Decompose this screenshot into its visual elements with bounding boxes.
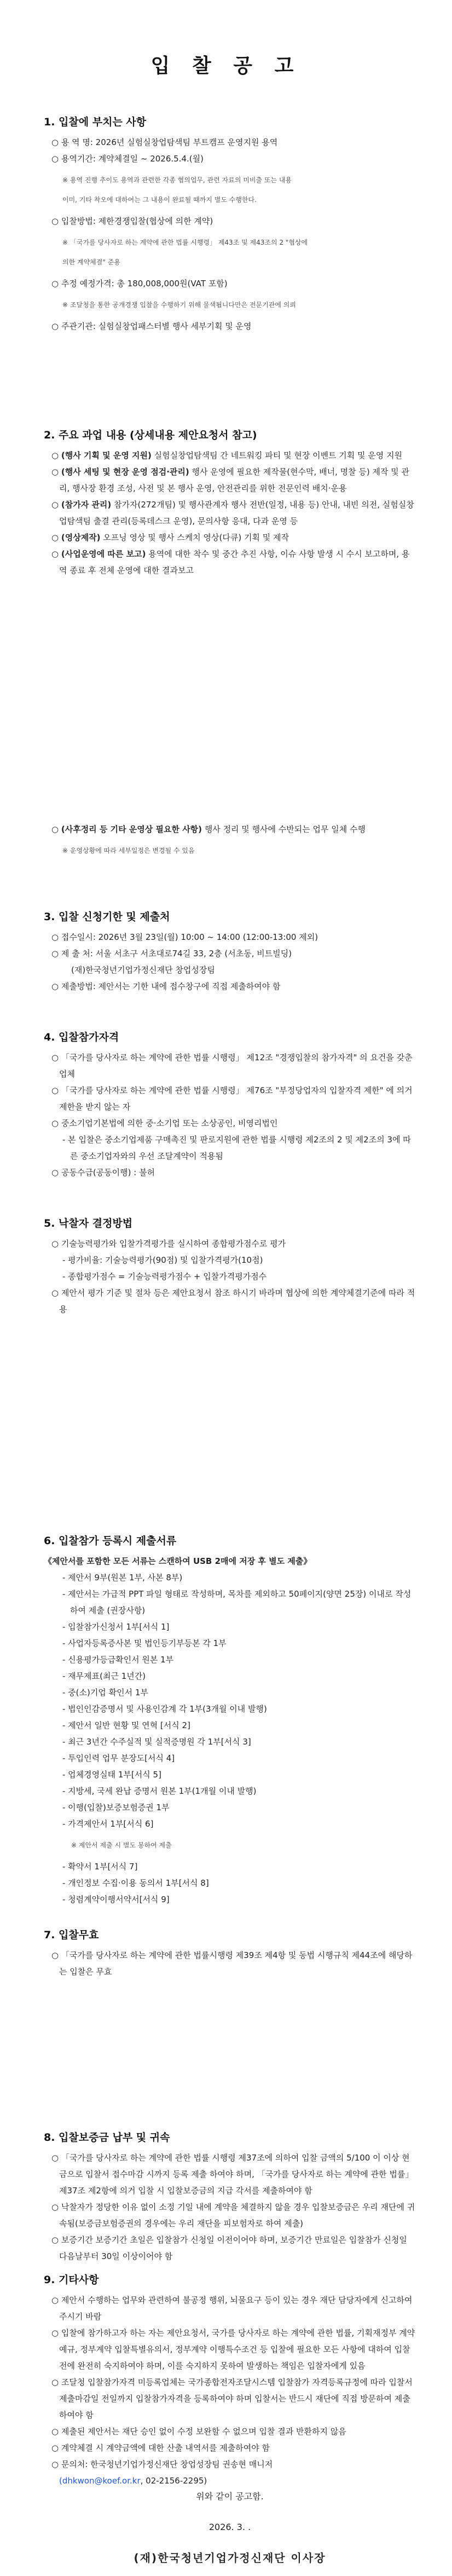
section-eligibility	[44, 1029, 416, 1181]
service-period: ○ 용역기간: 계약체결일 ~ 2026.5.4.(월)	[51, 154, 204, 164]
service-name: ○ 용 역 명: 2026년 실험실창업탐색팀 부트캠프 운영지원 용역	[51, 137, 278, 147]
closing-date: 2026. 3. .	[208, 2522, 251, 2532]
document-item: - 가격제안서 1부[서식 6]	[62, 1819, 154, 1829]
document-item: - 지방세, 국세 완납 증명서 원본 1부(1개월 이내 발행)	[62, 1786, 257, 1796]
document-item: - 입찰참가신청서 1부[서식 1]	[62, 1622, 170, 1632]
document-item: - 중(소)기업 확인서 1부	[62, 1688, 148, 1697]
eligibility-item: ○ 공동수급(공동이행) : 불허	[51, 1168, 155, 1177]
contact-info: ○ 문의처: 한국청년기업가정신재단 창업성장팀 권송현 매니저 (dhkwon@koef.or.kr, 02-2156-2295)	[51, 2459, 273, 2486]
bond-item: ○ 낙찰자가 정당한 이유 없이 소정 기일 내에 계약을 체결하지 않을 경우 입찰보증금은 우리 재단에 귀속됨(보증금보험증권의 경우에는 우리 재단을 피보험자로 하여 제출)	[51, 2202, 415, 2228]
eligibility-item: ○ 「국가를 당사자로 하는 계약에 관한 법률 시행령」 제76조 "부정당업자의 입찰자격 제한" 에 의거 제한을 받지 않는 자	[51, 1085, 413, 1112]
section-deadline	[44, 909, 416, 995]
issuer-name: (재)한국청년기업가정신재단 이사장	[134, 2551, 326, 2565]
task-item: ○ (사후정리 등 기타 운영상 필요한 사항) 행사 정리 및 행사에 수반되는 업무 일체 수행	[51, 824, 366, 834]
document-item: - 업체경영실태 1부[서식 5]	[62, 1770, 161, 1780]
section-heading: 4. 입찰참가자격	[44, 1031, 119, 1043]
submission-method: ○ 제출방법: 제안서는 기한 내에 접수창구에 직접 제출하여야 함	[51, 981, 281, 991]
closing-line: 위와 같이 공고함.	[196, 2491, 264, 2502]
page-title: 입 찰 공 고	[150, 55, 302, 77]
note: ※ 조달청을 통한 공개경쟁 입찰을 수행하기 위해 물색됩니다만은 전문기관에 의뢰	[62, 301, 296, 309]
note: ※ 「국가를 당사자로 하는 계약에 관한 법률 시행령」 제43조 및 제43조의 2 "협상에	[62, 239, 308, 246]
closing	[44, 2477, 416, 2576]
bid-method: ○ 입찰방법: 제한경쟁입찰(협상에 의한 계약)	[51, 216, 213, 226]
document-item: - 청렴계약이행서약서[서식 9]	[62, 1895, 170, 1904]
note: 이미, 기타 착오에 대하여는 그 내용이 완료될 때까지 별도 수행한다.	[62, 196, 257, 204]
submission-date: ○ 접수일시: 2026년 3월 23일(월) 10:00 ~ 14:00 (12:00-13:00 제외)	[51, 932, 318, 942]
note: ※ 운영상황에 따라 세부일정은 변경될 수 있음	[62, 847, 195, 854]
other-item: ○ 조달청 입찰참가자격 미등록업체는 국가종합전자조달시스템 입찰참가 자격등록규정에 따라 입찰서 제출마감일 전일까지 입찰참가자격을 등록하여야 하며 입찰서는 반드시 재단에 직접 방문하여 제출하여야 함	[51, 2377, 413, 2420]
other-item: ○ 제안서 수행하는 업무와 관련하여 불공정 행위, 뇌물요구 등이 있는 경우 재단 담당자에게 신고하여 주시기 바람	[51, 2295, 413, 2321]
section-heading: 9. 기타사항	[44, 2274, 99, 2286]
section-main-tasks	[44, 427, 416, 579]
section-required-documents	[44, 1533, 416, 1908]
section-bid-bond	[44, 2129, 416, 2265]
note: ※ 제안서 제출 시 별도 봉하여 제출	[71, 1841, 172, 1849]
section-invalid-bids	[44, 1927, 416, 1980]
section-main-tasks-cont	[44, 821, 416, 864]
eligibility-item: - 본 입찰은 중소기업제품 구매촉진 및 판로지원에 관한 법률 시행령 제2조의 2 및 제2조의 3에 따른 중소기업자와의 우선 조달계약이 적용됨	[62, 1135, 411, 1161]
document-item: - 최근 3년간 수주실적 및 실적증명원 각 1부[서식 3]	[62, 1737, 251, 1747]
section-other	[44, 2272, 416, 2489]
document-item: - 신용평가등급확인서 원본 1부	[62, 1655, 174, 1665]
other-item: ○ 계약체결 시 계약금액에 대한 산출 내역서를 제출하여야 함	[51, 2443, 270, 2453]
document-item: - 개인정보 수집·이용 동의서 1부[서식 8]	[62, 1878, 209, 1888]
note: ※ 용역 진행 추이도 용역과 관련한 각종 협의업무, 관련 자료의 미비출 또는 내용	[62, 176, 292, 184]
section-bid-subject	[44, 114, 416, 334]
section-heading: 7. 입찰무효	[44, 1929, 99, 1941]
document-item: - 이행(입찰)보증보험증권 1부	[62, 1803, 170, 1812]
section-heading: 3. 입찰 신청기한 및 제출처	[44, 911, 170, 923]
submission-office: (재)한국청년기업가정신재단 창업성장팀	[71, 965, 215, 975]
document-item: - 재무제표(최근 1년간)	[62, 1671, 146, 1681]
section-heading: 2. 주요 과업 내용 (상세내용 제안요청서 참고)	[44, 429, 257, 441]
bond-item: ○ 「국가를 당사자로 하는 계약에 관한 법률 시행령 제37조에 의하여 입찰 금액의 5/100 이 이상 현금으로 입찰서 접수마감 시까지 등록 제출 하여야 하며, 「국가를 당사자로 하는 계약에 관한 법률」 제37조 제2항에 의거 입찰 시 입찰보증금의 지급 각서를 제출하여야 함	[51, 2153, 414, 2196]
host-organization: ○ 주관기관: 실험실창업패스터별 행사 세부기획 및 운영	[51, 321, 252, 331]
contact-email-link[interactable]: (dhkwon@koef.or.kr	[59, 2476, 141, 2486]
task-item: ○ (참가자 관리) 참가자(272개팀) 및 행사관계자 행사 전반(일정, 내용 등) 안내, 내빈 의전, 실험실창업탐색팀 출결 관리(등록데스크 운영), 문의사항 응대, 다과 운영 등	[51, 500, 414, 526]
documents-list-2	[44, 1858, 416, 1908]
document-item: - 사업자등록증사본 및 법인등기부등본 각 1부	[62, 1638, 227, 1648]
award-item: ○ 기술능력평가와 입찰가격평가를 실시하여 종합평가점수로 평가	[51, 1239, 286, 1249]
task-item: ○ (사업운영에 따른 보고) 용역에 대한 착수 및 중간 추진 사항, 이슈 사항 발생 시 수시 보고하며, 용역 종료 후 전체 운영에 대한 결과보고	[51, 549, 410, 575]
eligibility-item: ○ 중소기업기본법에 의한 중·소기업 또는 소상공인, 비영리법인	[51, 1118, 278, 1128]
document-item: - 제안서 9부(원본 1부, 사본 8부)	[62, 1573, 183, 1582]
submission-address: ○ 제 출 처: 서울 서초구 서초대로74길 33, 2층 (서초동, 비트빌딩)	[51, 949, 292, 958]
award-item: - 평가비율: 기술능력평가(90점) 및 입찰가격평가(10점)	[62, 1255, 263, 1265]
award-item: ○ 제안서 평가 기준 및 절차 등은 제안요청서 참조 하시기 바라며 협상에 의한 계약체결기준에 따라 적용	[51, 1288, 415, 1314]
documents-instruction: 《제안서를 포함한 모든 서류는 스캔하여 USB 2매에 저장 후 별도 제출》	[44, 1556, 312, 1566]
estimated-price: ○ 추정 예정가격: 총 180,008,000원(VAT 포함)	[51, 279, 228, 288]
section-heading: 6. 입찰참가 등록시 제출서류	[44, 1535, 177, 1547]
section-heading: 8. 입찰보증금 납부 및 귀속	[44, 2132, 170, 2144]
bond-item: ○ 보증기간 보증기간 초일은 입찰참가 신청일 이전이어야 하며, 보증기간 만료일은 입찰참가 신청일 다음날부터 30일 이상이어야 함	[51, 2235, 407, 2261]
document-item: - 제안서는 가급적 PPT 파일 형태로 작성하며, 목차를 제외하고 50페이지(양면 25장) 이내로 작성하여 제출 (권장사항)	[62, 1589, 412, 1615]
document-item: - 확약서 1부[서식 7]	[62, 1862, 138, 1872]
document-item: - 투입인력 업무 분장도[서식 4]	[62, 1753, 175, 1763]
task-item: ○ (행사 기획 및 운영 지원) 실험실창업탐색팀 간 네트워킹 파티 및 현장 이벤트 기획 및 운영 지원	[51, 450, 403, 460]
award-item: - 종합평가점수 = 기술능력평가점수 + 입찰가격평가점수	[62, 1272, 267, 1281]
section-heading: 1. 입찰에 부치는 사항	[44, 116, 147, 128]
section-award-method	[44, 1215, 416, 1318]
documents-list	[44, 1569, 416, 1832]
document-item: - 법인인감증명서 및 사용인감계 각 1부(3개월 이내 발행)	[62, 1704, 267, 1714]
document-item: - 제안서 일반 현황 및 연혁 [서식 2]	[62, 1720, 190, 1730]
task-item: ○ (영상제작) 오프닝 영상 및 행사 스케치 영상(다큐) 기획 및 제작	[51, 533, 289, 542]
invalid-item: ○ 「국가를 당사자로 하는 계약에 관한 법률시행령 제39조 제4항 및 동법 시행규칙 제44조에 해당하는 입찰은 무효	[51, 1950, 413, 1977]
other-item: ○ 제출된 제안서는 재단 승인 없이 수정 보완할 수 없으며 입찰 결과 반환하지 않음	[51, 2427, 346, 2436]
task-item: ○ (행사 세팅 및 현장 운영 점검·관리) 행사 운영에 필요한 제작물(현수막, 배너, 명찰 등) 제작 및 관리, 행사장 환경 조성, 사전 및 본 행사 운영, 안전관리를 위한 전문인력 배치·운용	[51, 467, 409, 493]
note: 의한 계약체결" 준용	[62, 258, 120, 266]
eligibility-item: ○ 「국가를 당사자로 하는 계약에 관한 법률 시행령」 제12조 "경쟁입찰의 참가자격" 의 요건을 갖춘 업체	[51, 1053, 413, 1079]
other-item: ○ 입찰에 참가하고자 하는 자는 제안요청서, 국가를 당사자로 하는 계약에 관한 법률, 기획재정부 계약예규, 정부계약 입찰특별유의서, 정부계약 이행특수조건 등 입찰에 필요한 모든 사항에 대하여 입찰 전에 완전히 숙지하여야 하며, 이를 숙지하지 못하여 발생하는 책임은 입찰자에게 있음	[51, 2328, 415, 2371]
section-heading: 5. 낙찰자 결정방법	[44, 1217, 133, 1229]
